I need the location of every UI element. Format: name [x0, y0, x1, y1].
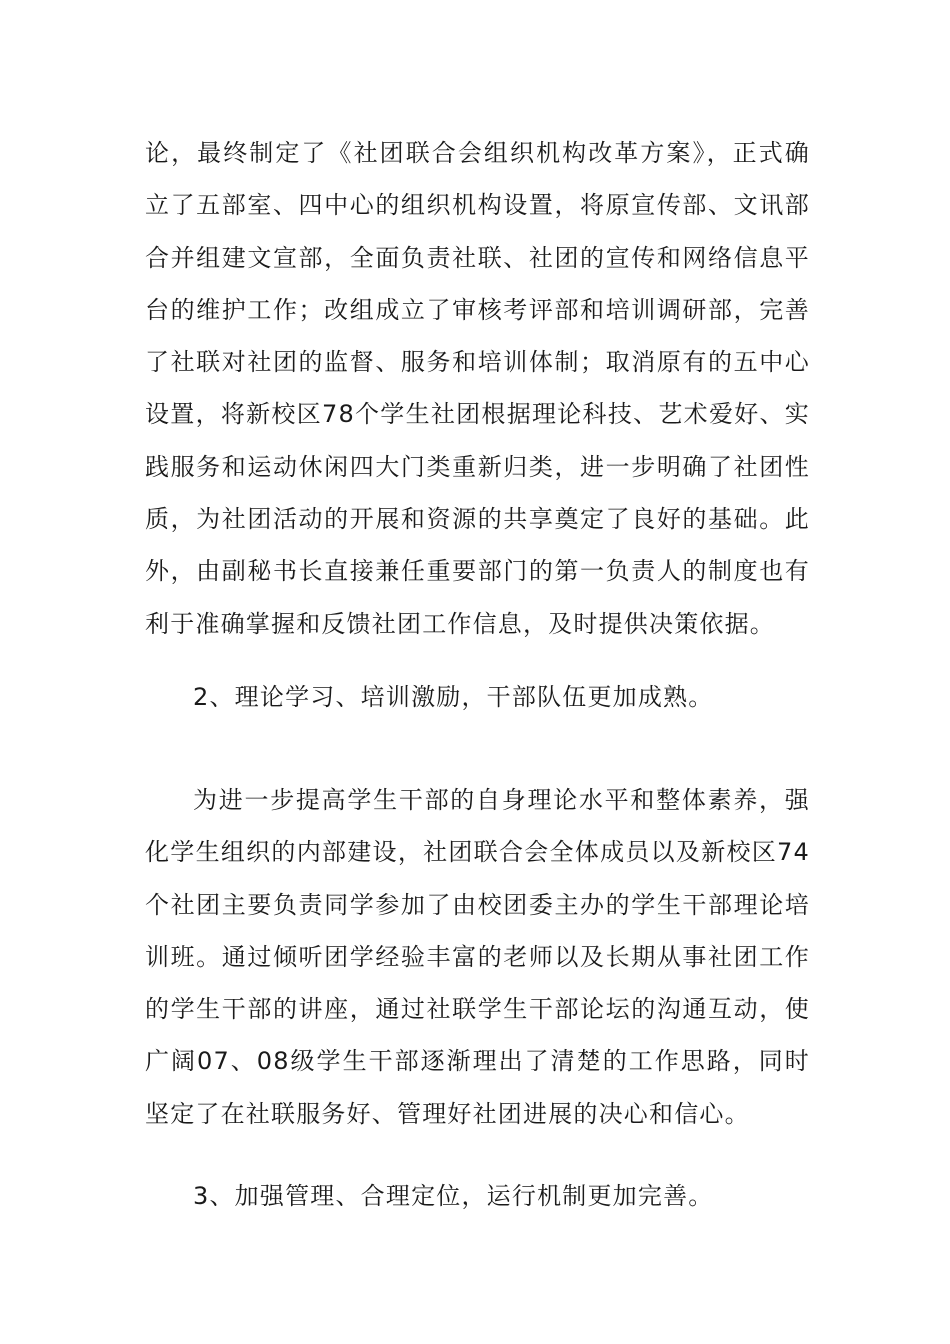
- section-heading-3: 3、加强管理、合理定位，运行机制更加完善。: [193, 1182, 714, 1210]
- body-paragraph-cadre-training: 为进一步提高学生干部的自身理论水平和整体素养，强化学生组织的内部建设，社团联合会全体成员以及新校区74个社团主要负责同学参加了由校团委主办的学生干部理论培训班。通过倾听团学经验丰富的老师以及长期从事社团工作的学生干部的讲座，通过社联学生干部论坛的沟通互动，使广阔07、08级学生干部逐渐理出了清楚的工作思路，同时坚定了在社联服务好、管理好社团进展的决心和信心。: [145, 786, 810, 1128]
- body-paragraph-organization-reform: 论，最终制定了《社团联合会组织机构改革方案》，正式确立了五部室、四中心的组织机构设置，将原宣传部、文讯部合并组建文宣部，全面负责社联、社团的宣传和网络信息平台的维护工作；改组成立了审核考评部和培训调研部，完善了社联对社团的监督、服务和培训体制；取消原有的五中心设置，将新校区78个学生社团根据理论科技、艺术爱好、实践服务和运动休闲四大门类重新归类，进一步明确了社团性质，为社团活动的开展和资源的共享奠定了良好的基础。此外，由副秘书长直接兼任重要部门的第一负责人的制度也有利于准确掌握和反馈社团工作信息，及时提供决策依据。: [145, 139, 810, 638]
- section-heading-2: 2、理论学习、培训激励，干部队伍更加成熟。: [193, 683, 714, 711]
